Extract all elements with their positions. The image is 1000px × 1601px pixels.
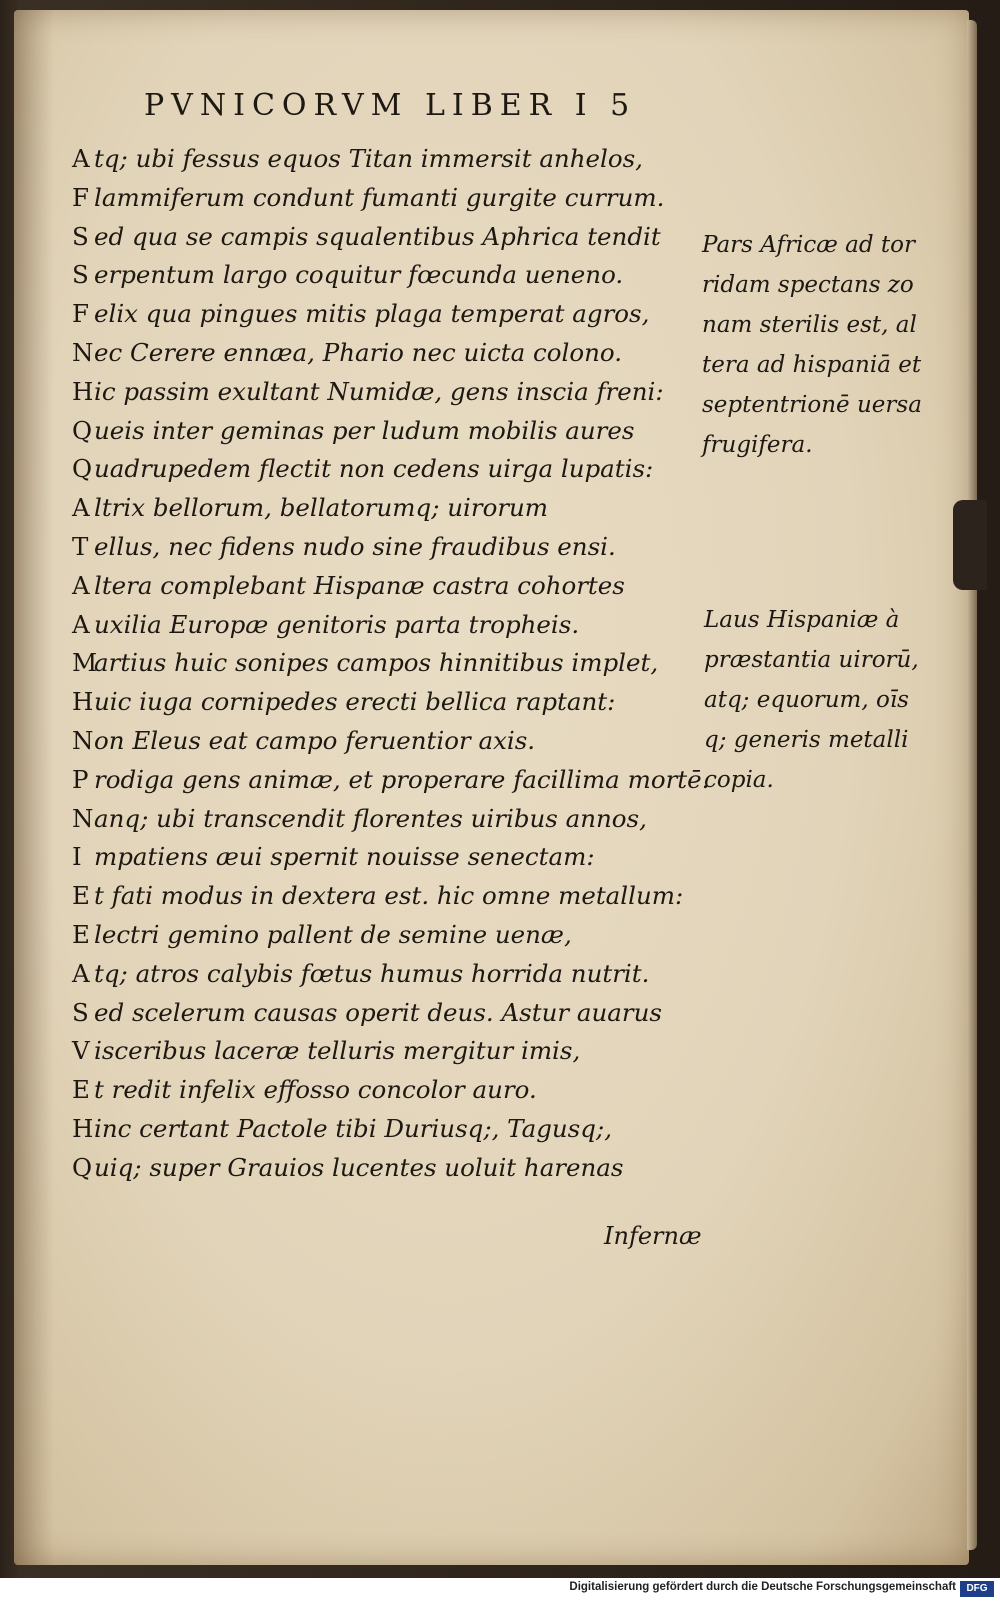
note-line: Laus Hispaniæ à — [704, 607, 900, 633]
note-line: atq; equorum, oīs — [704, 687, 909, 713]
verse-initial: I — [72, 842, 82, 872]
verse-initial: A — [72, 144, 90, 173]
note-line: tera ad hispaniā et — [702, 352, 922, 378]
note-line: Pars Africæ ad tor — [702, 232, 915, 258]
verse-block — [72, 140, 712, 1188]
verse-text: ueis inter geminas per ludum mobilis aures — [94, 415, 635, 445]
verse-text: tq; ubi fessus equos Titan immersit anhelos, — [94, 144, 643, 173]
verse-initial: S — [72, 997, 89, 1027]
verse-line — [72, 218, 712, 257]
note-line: ridam spectans zo — [702, 272, 914, 298]
verse-text: on Eleus eat campo feruentior axis. — [94, 725, 536, 755]
verse-initial: M — [72, 648, 98, 678]
verse-initial: F — [72, 299, 89, 329]
book-page — [14, 10, 969, 1565]
verse-initial: P — [72, 764, 89, 794]
verse-initial: H — [72, 1113, 94, 1143]
verse-initial: A — [72, 958, 90, 988]
verse-initial: Q — [72, 1152, 93, 1182]
note-line: septentrionē uersa — [702, 392, 922, 418]
verse-line — [72, 722, 712, 761]
verse-text: rodiga gens animæ, et properare facillima mortē. — [94, 764, 710, 794]
verse-text: lectri gemino pallent de semine uenæ, — [94, 919, 572, 949]
verse-line — [72, 1032, 712, 1071]
verse-line — [72, 256, 712, 295]
verse-text: uadrupedem flectit non cedens uirga lupatis: — [94, 454, 654, 484]
marginal-note-hispania — [704, 600, 919, 800]
verse-line — [72, 606, 712, 645]
verse-text: ec Cerere ennæa, Phario nec uicta colono. — [94, 337, 622, 367]
verse-line — [72, 489, 712, 528]
verse-text: ellus, nec fidens nudo sine fraudibus ensi. — [94, 531, 616, 561]
page-clip — [953, 500, 987, 590]
dfg-logo-icon: DFG — [960, 1581, 994, 1597]
digitization-footer — [0, 1578, 1000, 1601]
verse-line — [72, 877, 712, 916]
verse-text: mpatiens æui spernit nouisse senectam: — [94, 842, 595, 872]
verse-line — [72, 567, 712, 606]
verse-initial: N — [72, 803, 94, 833]
verse-line — [72, 761, 712, 800]
footer-credit: Digitalisierung gefördert durch die Deutsche Forschungsgemeinschaft — [569, 1581, 956, 1593]
verse-text: t redit infelix effosso concolor auro. — [94, 1075, 537, 1105]
verse-text: ltrix bellorum, bellatorumq; uirorum — [94, 493, 549, 523]
verse-initial: F — [72, 182, 89, 212]
verse-text: inc certant Pactole tibi Duriusq;, Tagusq;, — [94, 1113, 612, 1143]
verse-text: ic passim exultant Numidæ, gens inscia freni: — [94, 376, 664, 406]
verse-initial: Q — [72, 415, 93, 445]
verse-text: ed qua se campis squalentibus Aphrica tendit — [94, 221, 661, 251]
verse-line — [72, 450, 712, 489]
verse-text: uxilia Europæ genitoris parta tropheis. — [94, 609, 580, 639]
verse-initial: E — [72, 1075, 90, 1105]
verse-line — [72, 140, 712, 179]
verse-line — [72, 916, 712, 955]
verse-line — [72, 838, 712, 877]
verse-initial: H — [72, 376, 94, 406]
catchword: Infernæ — [604, 1222, 702, 1250]
verse-text: erpentum largo coquitur fœcunda ueneno. — [94, 260, 624, 290]
verse-initial: S — [72, 260, 89, 290]
verse-text: elix qua pingues mitis plaga temperat agros, — [94, 299, 650, 329]
verse-line — [72, 1149, 712, 1188]
note-line: præstantia uirorū, — [704, 647, 919, 673]
verse-line — [72, 179, 712, 218]
verse-line — [72, 373, 712, 412]
verse-text: anq; ubi transcendit florentes uiribus annos, — [94, 803, 647, 833]
verse-line — [72, 800, 712, 839]
verse-line — [72, 528, 712, 567]
verse-text: uic iuga cornipedes erecti bellica raptant: — [94, 687, 616, 717]
verse-initial: Q — [72, 454, 93, 484]
verse-initial: V — [72, 1036, 90, 1066]
note-line: frugifera. — [702, 432, 813, 458]
verse-line — [72, 683, 712, 722]
verse-text: artius huic sonipes campos hinnitibus implet, — [94, 648, 659, 678]
verse-initial: A — [72, 570, 90, 600]
verse-text: lammiferum condunt fumanti gurgite currum. — [94, 182, 665, 212]
verse-initial: A — [72, 609, 90, 639]
verse-text: t fati modus in dextera est. hic omne metallum: — [94, 881, 684, 911]
page-spine-shadow — [14, 10, 54, 1565]
running-head: PVNICORVM LIBER I 5 — [144, 88, 637, 123]
verse-line — [72, 994, 712, 1033]
verse-initial: A — [72, 493, 90, 523]
verse-initial: S — [72, 221, 89, 251]
verse-line — [72, 295, 712, 334]
verse-initial: T — [72, 531, 89, 561]
verse-text: ed scelerum causas operit deus. Astur auarus — [94, 997, 662, 1027]
verse-line — [72, 644, 712, 683]
note-line: q; generis metalli — [704, 727, 909, 753]
verse-line — [72, 955, 712, 994]
verse-line — [72, 334, 712, 373]
verse-initial: N — [72, 337, 94, 367]
note-line: nam sterilis est, al — [702, 312, 917, 338]
verse-text: uiq; super Grauios lucentes uoluit harenas — [94, 1152, 624, 1182]
marginal-note-africa — [702, 225, 922, 465]
verse-line — [72, 1071, 712, 1110]
verse-initial: H — [72, 687, 94, 717]
verse-text: tq; atros calybis fœtus humus horrida nutrit. — [94, 958, 650, 988]
page-edge — [967, 20, 977, 1550]
verse-initial: N — [72, 725, 94, 755]
verse-initial: E — [72, 881, 90, 911]
verse-text: isceribus laceræ telluris mergitur imis, — [94, 1036, 581, 1066]
verse-initial: E — [72, 919, 90, 949]
verse-text: ltera complebant Hispanæ castra cohortes — [94, 570, 625, 600]
verse-line — [72, 1110, 712, 1149]
verse-line — [72, 412, 712, 451]
note-line: copia. — [704, 767, 774, 793]
